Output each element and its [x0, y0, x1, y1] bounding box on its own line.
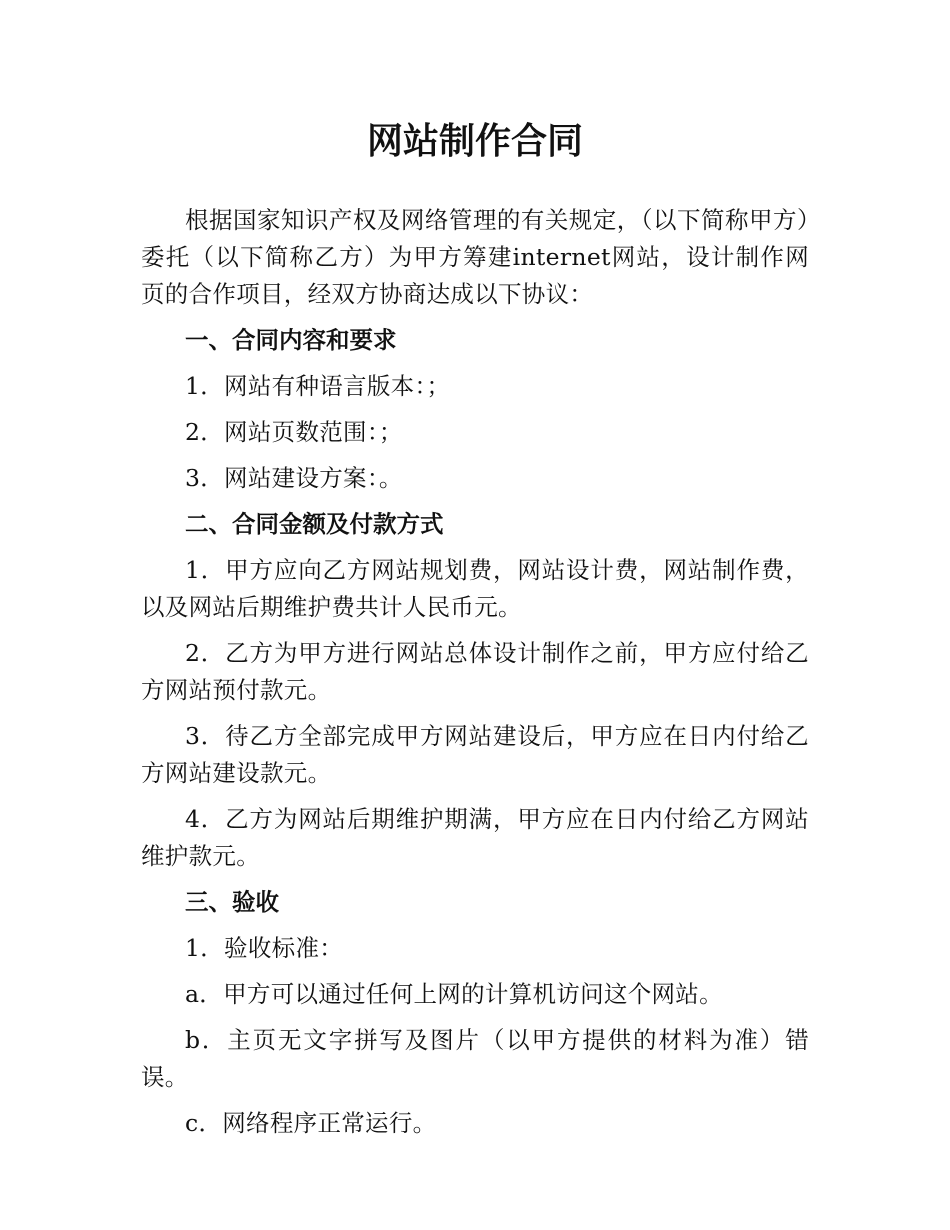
acceptance-item-a: a．甲方可以通过任何上网的计算机访问这个网站。: [185, 980, 723, 1008]
section-heading-payment: 二、合同金额及付款方式: [185, 510, 444, 538]
contract-content-item-3: 3．网站建设方案：。: [185, 464, 403, 492]
acceptance-item-c: c．网络程序正常运行。: [185, 1109, 437, 1137]
acceptance-item-b: b．主页无文字拼写及图片（以甲方提供的材料为准）错误。: [141, 1026, 809, 1091]
payment-item-3: 3．待乙方全部完成甲方网站建设后，甲方应在日内付给乙方网站建设款元。: [141, 722, 809, 787]
payment-item-2: 2．乙方为甲方进行网站总体设计制作之前，甲方应付给乙方网站预付款元。: [141, 639, 809, 704]
payment-item-1: 1．甲方应向乙方网站规划费，网站设计费，网站制作费，以及网站后期维护费共计人民币元。: [141, 556, 809, 621]
section-heading-contract-content: 一、合同内容和要求: [185, 326, 397, 354]
document-body: [141, 202, 809, 1142]
acceptance-item-1: 1．验收标准：: [185, 934, 344, 962]
section-heading-acceptance: 三、验收: [185, 888, 279, 916]
payment-item-4: 4．乙方为网站后期维护期满，甲方应在日内付给乙方网站维护款元。: [141, 805, 809, 870]
document-title: 网站制作合同: [366, 121, 583, 162]
contract-content-item-2: 2．网站页数范围：；: [185, 418, 403, 446]
contract-content-item-1: 1．网站有种语言版本：；: [185, 372, 451, 400]
intro-paragraph: 根据国家知识产权及网络管理的有关规定，（以下简称甲方）委托（以下简称乙方）为甲方筹建internet网站，设计制作网页的合作项目，经双方协商达成以下协议：: [141, 206, 809, 308]
